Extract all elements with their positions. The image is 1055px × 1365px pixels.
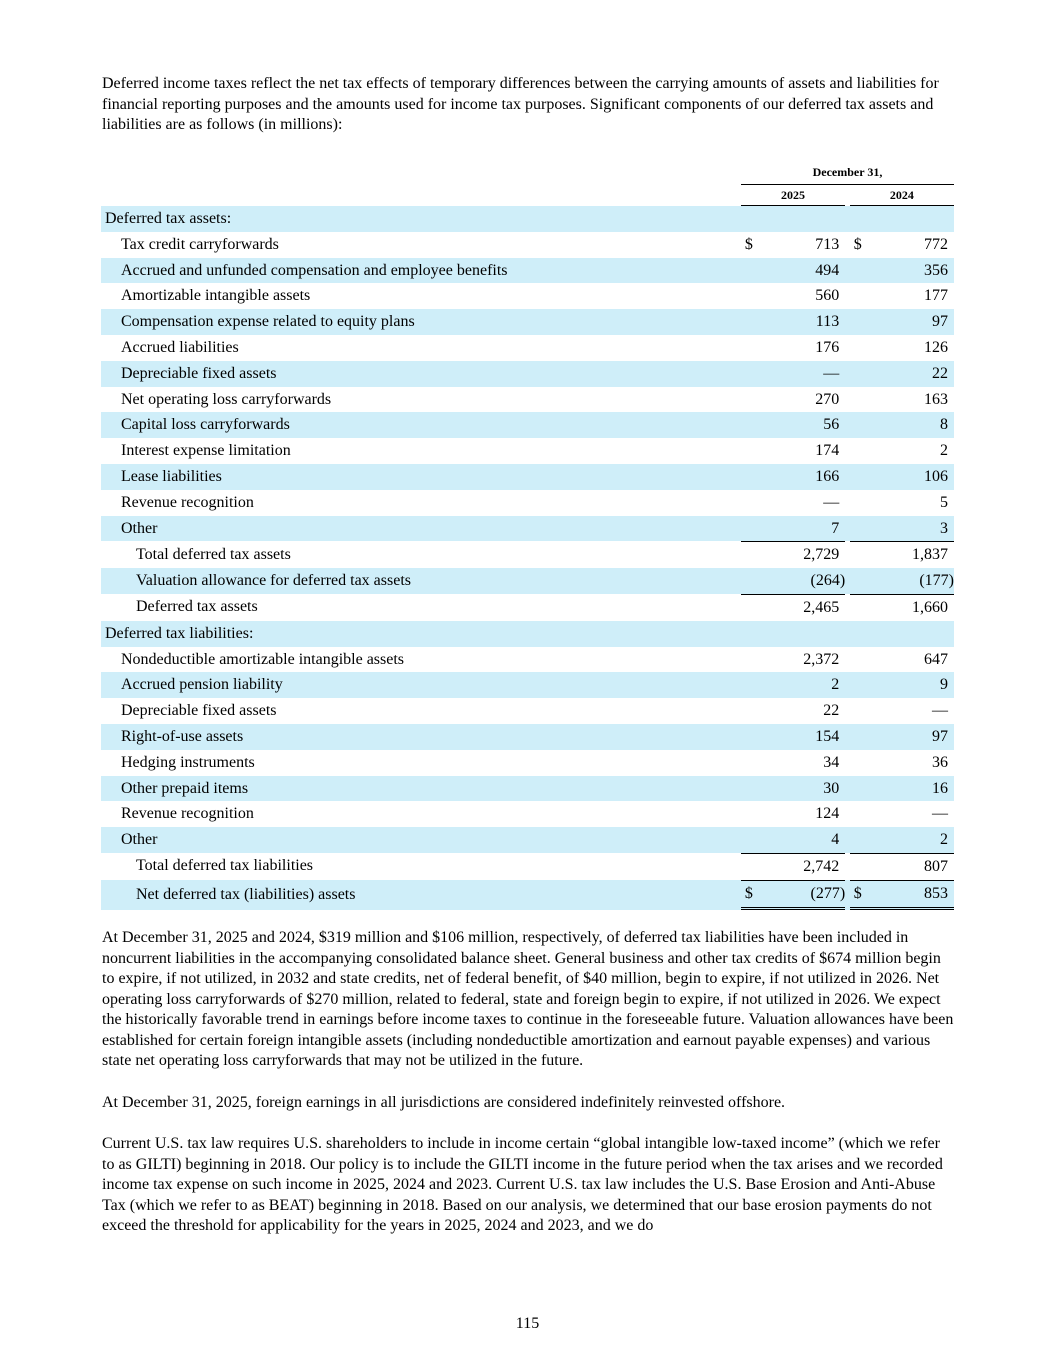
row-label: Capital loss carryforwards — [101, 412, 736, 438]
table-row — [101, 258, 954, 284]
value-2025: (264) — [810, 572, 846, 590]
table-row — [101, 672, 954, 698]
deferred-assets-row — [101, 594, 954, 621]
value-2024: 1,837 — [912, 546, 948, 564]
gilti-paragraph: Current U.S. tax law requires U.S. shareholders to include in income certain “global intangible low-taxed income” (which we refer to as GILTI) beginning in 2018. Our policy is to include the GILTI income in the future period when the tax arises and we recorded income tax expense on such income in 2025, 2024 and 2023. Current U.S. tax law includes the U.S. Base Erosion and Anti-Abuse Tax (which we refer to as BEAT) beginning in 2018. Based on our analysis, we determined that our base erosion payments do not exceed the threshold for applicability for the years in 2025, 2024 and 2023, and we do — [102, 1135, 943, 1234]
currency-symbol: $ — [853, 235, 862, 253]
table-row — [101, 464, 954, 490]
row-label: Depreciable fixed assets — [101, 361, 736, 387]
currency-symbol: $ — [853, 884, 862, 902]
period-header: December 31, — [741, 160, 954, 185]
value-2025: 2,742 — [803, 857, 840, 875]
value-2024: 807 — [924, 857, 948, 875]
assets-header-row — [101, 206, 954, 232]
row-label: Tax credit carryforwards — [121, 235, 279, 253]
row-label: Total deferred tax assets — [136, 545, 291, 563]
table-row — [101, 647, 954, 673]
table-row — [101, 387, 954, 413]
value-2024: 3 — [940, 519, 948, 537]
value-2024: 853 — [924, 884, 948, 902]
table-row — [101, 776, 954, 802]
value-2024: 16 — [932, 779, 948, 797]
row-label: Accrued pension liability — [101, 672, 736, 698]
value-2024: 163 — [924, 390, 948, 408]
row-label: Hedging instruments — [121, 753, 255, 771]
row-label: Valuation allowance for deferred tax assets — [101, 568, 736, 594]
foreign-earnings-paragraph: At December 31, 2025, foreign earnings in all jurisdictions are considered indefinitely reinvested offshore. — [102, 1093, 786, 1111]
table-period-header-row — [101, 160, 954, 185]
value-2024: 97 — [932, 727, 948, 745]
value-2025: 4 — [831, 831, 840, 849]
value-2025: 174 — [815, 442, 840, 460]
row-label: Other prepaid items — [101, 776, 736, 802]
valuation-row — [101, 568, 954, 594]
value-2024: (177) — [919, 572, 954, 590]
value-2025: — — [823, 493, 840, 511]
value-2024: 97 — [932, 313, 948, 331]
liabilities-header-row — [101, 621, 954, 647]
table-row — [101, 309, 954, 335]
value-2024: 177 — [924, 287, 948, 305]
year-2025-header: 2025 — [741, 185, 845, 206]
table-row — [101, 490, 954, 516]
value-2024: 9 — [940, 676, 948, 694]
value-2024: 356 — [924, 261, 948, 279]
value-2025: 270 — [815, 390, 840, 408]
value-2024: — — [932, 805, 948, 823]
row-label: Accrued and unfunded compensation and employee benefits — [101, 258, 736, 284]
row-label: Deferred tax assets: — [101, 206, 736, 232]
row-label: Lease liabilities — [101, 464, 736, 490]
row-label: Amortizable intangible assets — [121, 287, 311, 305]
row-label: Depreciable fixed assets — [121, 702, 277, 720]
value-2024: 1,660 — [912, 598, 948, 616]
row-label: Nondeductible amortizable intangible assets — [121, 650, 405, 668]
row-label: Deferred tax liabilities: — [101, 621, 736, 647]
value-2025: 176 — [815, 338, 840, 356]
table-row — [101, 724, 954, 750]
value-2024: 2 — [940, 831, 948, 849]
row-label: Accrued liabilities — [121, 338, 239, 356]
value-2025: 154 — [815, 727, 840, 745]
table-row — [101, 361, 954, 387]
deferred-tax-table — [101, 160, 954, 910]
value-2024: 22 — [932, 364, 948, 382]
value-2025: 34 — [823, 753, 840, 771]
row-label: Interest expense limitation — [121, 442, 291, 460]
value-2025: 22 — [823, 702, 840, 720]
row-label: Other — [101, 827, 736, 853]
value-2024: 8 — [940, 416, 948, 434]
value-2025: 560 — [815, 287, 840, 305]
value-2024: — — [932, 702, 948, 720]
value-2025: 2 — [831, 676, 840, 694]
value-2024: 5 — [940, 493, 948, 511]
row-label: Total deferred tax liabilities — [136, 857, 314, 875]
intro-section — [102, 74, 954, 136]
intro-paragraph: Deferred income taxes reflect the net tax effects of temporary differences between the carrying amounts of assets and liabilities for financial reporting purposes and the amounts used for income tax purposes. Significant components of our deferred tax assets and liabilities are as follows (in millions): — [102, 75, 939, 133]
value-2024: 126 — [924, 338, 948, 356]
row-label: Revenue recognition — [121, 805, 254, 823]
net-row — [101, 880, 954, 910]
table-row — [101, 438, 954, 464]
row-label: Revenue recognition — [121, 493, 254, 511]
value-2025: 56 — [823, 416, 840, 434]
value-2025: 113 — [815, 313, 840, 331]
value-2024: 772 — [924, 235, 948, 253]
notes-section — [102, 928, 954, 1237]
table-row — [101, 232, 954, 258]
value-2025: 124 — [815, 805, 840, 823]
value-2025: 2,729 — [803, 546, 840, 564]
value-2024: 2 — [940, 442, 948, 460]
row-label: Compensation expense related to equity plans — [101, 309, 736, 335]
value-2024: 647 — [924, 650, 948, 668]
value-2025: 2,465 — [803, 598, 840, 616]
table-row — [101, 335, 954, 361]
table-row — [101, 698, 954, 724]
table-row — [101, 412, 954, 438]
table-year-header-row — [101, 185, 954, 206]
value-2024: 36 — [932, 753, 948, 771]
page-number: 115 — [515, 1315, 540, 1332]
table-row — [101, 801, 954, 827]
row-label: Deferred tax assets — [136, 598, 258, 616]
row-label: Right-of-use assets — [101, 724, 736, 750]
value-2025: 166 — [815, 467, 840, 485]
year-2024-header: 2024 — [850, 185, 954, 206]
table-row — [101, 750, 954, 776]
table-row — [101, 827, 954, 853]
row-label: Net operating loss carryforwards — [121, 390, 332, 408]
value-2025: — — [823, 364, 840, 382]
currency-symbol: $ — [744, 884, 753, 902]
table-row — [101, 283, 954, 309]
value-2025: 7 — [831, 519, 840, 537]
value-2025: 2,372 — [803, 650, 840, 668]
total-assets-row — [101, 541, 954, 568]
value-2024: 106 — [924, 467, 948, 485]
value-2025: (277) — [810, 884, 846, 902]
liabilities-paragraph: At December 31, 2025 and 2024, $319 million and $106 million, respectively, of deferred tax liabilities have been included in noncurrent liabilities in the accompanying consolidated balance sheet. General business and other tax credits of $674 million begin to expire, if not utilized, in 2032 and state credits, net of federal benefit, of $40 million, begin to expire, if not utilized in 2026. Net operating loss carryforwards of $270 million, related to federal, state and foreign begin to expire, if not utilized in 2026. We expect the historically favorable trend in earnings before income taxes to continue in the foreseeable future. Valuation allowances have been established for certain foreign intangible assets (including nondeductible amortization and earnout payable expenses) and various state net operating loss carryforwards that may not be utilized in the future. — [102, 929, 954, 1069]
currency-symbol: $ — [744, 235, 753, 253]
row-label: Net deferred tax (liabilities) assets — [101, 880, 736, 910]
row-label: Other — [101, 516, 736, 542]
table-row — [101, 516, 954, 542]
value-2025: 494 — [815, 261, 840, 279]
total-liabilities-row — [101, 853, 954, 880]
value-2025: 713 — [815, 235, 840, 253]
value-2025: 30 — [823, 779, 840, 797]
